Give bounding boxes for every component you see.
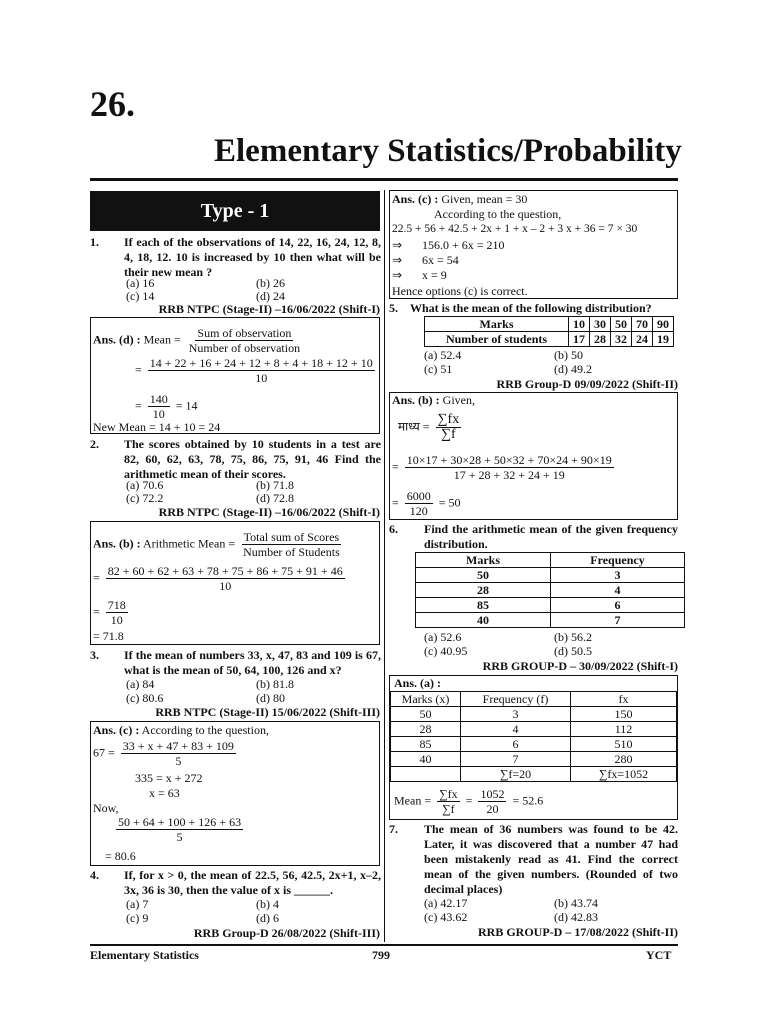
q1-new-mean: New Mean = 14 + 10 = 24 — [93, 420, 221, 434]
q5-answer-label: Ans. (b) : — [392, 393, 440, 407]
q3-fraction-1: $\frac{33 + x + 47 + 83 + 109}{5}$ — [122, 739, 234, 768]
q4-answer-label: Ans. (c) : — [392, 192, 439, 206]
implies-icon: ⇒ — [392, 238, 403, 252]
q2-fraction-3: $\frac{718}{10}$ — [107, 598, 126, 627]
q2-number: 2. — [90, 437, 99, 451]
table-row: 85 6 — [416, 598, 685, 613]
implies-icon: ⇒ — [392, 268, 403, 282]
q5-table — [424, 316, 674, 347]
q2-answer-box — [90, 521, 380, 645]
q1-option-b: (b) 26 — [256, 276, 285, 290]
q1-answer-line3: = $\frac{140}{10}$ = 14 — [135, 392, 198, 421]
title-rule — [90, 178, 678, 181]
q2-answer-line1: Ans. (b) : Arithmetic Mean = $\frac{\text{Total sum of Scores}}{\text{Number of Students}}$ — [93, 530, 340, 559]
q1-option-a: (a) 16 — [126, 276, 155, 290]
q5-students-row: Number of students 17 28 32 24 19 — [425, 332, 674, 347]
q3-text: If the mean of numbers 33, x, 47, 83 and 109 is 67, what is the mean of 50, 64, 100, 126 and x? — [124, 648, 381, 677]
q6-answer-label: Ans. (a) : — [394, 676, 441, 690]
q1-option-d: (d) 24 — [256, 289, 285, 303]
q7-text: The mean of 36 numbers was found to be 42. Later, it was discovered that a number 47 had been mistakenly read as 41. Find the correct mean of the given numbers. (Rounded of two decimal places) — [424, 822, 678, 896]
q6-text: Find the arithmetic mean of the given frequency distribution. — [424, 522, 678, 551]
q7-option-c: (c) 43.62 — [424, 910, 468, 924]
q7-option-b: (b) 43.74 — [554, 896, 598, 910]
q6-fraction-1: $\frac{\sum fx}{\sum f}$ — [439, 787, 458, 816]
q6-answer-table — [390, 691, 677, 782]
table-row: 50 3 — [416, 568, 685, 583]
q7-source: RRB GROUP-D – 17/08/2022 (Shift-II) — [478, 925, 678, 939]
q6-table — [415, 552, 685, 628]
q2-option-c: (c) 72.2 — [126, 491, 164, 505]
q2-option-d: (d) 72.8 — [256, 491, 294, 505]
q1-fraction-2: $\frac{14 + 22 + 16 + 24 + 12 + 8 + 4 + 18 + 12 + 10}{10}$ — [149, 356, 373, 385]
type-header: Type - 1 — [90, 191, 380, 231]
q6-sum-row: ∑f=20 ∑fx=1052 — [391, 767, 677, 782]
q6-number: 6. — [389, 522, 398, 536]
q3-source: RRB NTPC (Stage-II) 15/06/2022 (Shift-III) — [155, 705, 380, 719]
q1-mean-word: Mean = — [143, 332, 181, 347]
q3-answer-line1: Ans. (c) : According to the question, — [93, 723, 269, 737]
q4-text: If, for x > 0, the mean of 22.5, 56, 42.5, 2x+1, x–2, 3x, 36 is 30, then the value of x is ______. — [124, 868, 381, 897]
q3-number: 3. — [90, 648, 99, 662]
table-row: 50 3 150 — [391, 707, 677, 722]
q3-now: Now, — [93, 801, 119, 815]
footer-left: Elementary Statistics — [90, 948, 199, 962]
q3-eq4 — [113, 815, 246, 844]
table-row: 40 7 — [416, 613, 685, 628]
q6-answer-head: Marks (x) Frequency (f) fx — [391, 692, 677, 707]
q5-text: What is the mean of the following distribution? — [410, 301, 652, 315]
q4-answer-line1: Ans. (c) : Given, mean = 30 — [392, 192, 528, 206]
q4-option-a: (a) 7 — [126, 897, 149, 911]
q6-option-d: (d) 50.5 — [554, 644, 592, 658]
table-row: 28 4 112 — [391, 722, 677, 737]
q5-option-a: (a) 52.4 — [424, 348, 462, 362]
q1-fraction-1: $\frac{\text{Sum of observation}}{\text{Number of observation}}$ — [188, 326, 301, 355]
q1-answer-line2: = $\frac{14 + 22 + 16 + 24 + 12 + 8 + 4 + 18 + 12 + 10}{10}$ — [135, 356, 373, 385]
column-divider — [384, 190, 385, 942]
q6-fraction-2: $\frac{1052}{20}$ — [480, 787, 505, 816]
q7-option-a: (a) 42.17 — [424, 896, 468, 910]
q5-option-c: (c) 51 — [424, 362, 453, 376]
q6-option-c: (c) 40.95 — [424, 644, 468, 658]
q3-fraction-2: $\frac{50 + 64 + 100 + 126 + 63}{5}$ — [118, 815, 242, 844]
q2-result: = 71.8 — [93, 629, 124, 643]
q2-answer-label: Ans. (b) : — [93, 536, 141, 551]
q3-option-c: (c) 80.6 — [126, 691, 164, 705]
q6-option-b: (b) 56.2 — [554, 630, 592, 644]
q4-intro: According to the question, — [434, 207, 562, 221]
q6-source: RRB GROUP-D – 30/09/2022 (Shift-I) — [482, 659, 678, 673]
page-number: 799 — [372, 948, 390, 962]
q5-marks-row: Marks 10 30 50 70 90 — [425, 317, 674, 332]
q1-option-c: (c) 14 — [126, 289, 155, 303]
q5-answer-line2: माध्य = $\frac{\sum fx}{\sum f}$ — [398, 412, 460, 442]
q5-fraction-2: $\frac{10\times 17 + 30\times 28 + 50\times 32 + 70\times 24 + 90\times 19}{17 + 28 + 32 + 24 + 19}$ — [406, 453, 612, 482]
q3-answer-label: Ans. (c) : — [93, 723, 140, 737]
q5-fraction-1: $\frac{\sum fx}{\sum f}$ — [437, 412, 460, 442]
q2-option-a: (a) 70.6 — [126, 478, 164, 492]
q5-answer-line3: = $\frac{10\times 17 + 30\times 28 + 50\times 32 + 70\times 24 + 90\times 19}{17 + 28 + 32 + 24 + 19}$ — [392, 453, 612, 482]
q3-result: = 80.6 — [105, 849, 136, 863]
q4-answer-box — [389, 190, 678, 299]
q3-eq2: 335 = x + 272 — [135, 771, 203, 785]
q2-source: RRB NTPC (Stage-II) –16/06/2022 (Shift-I) — [158, 505, 380, 519]
q1-fraction-3: $\frac{140}{10}$ — [149, 392, 168, 421]
q3-answer-box — [90, 721, 380, 866]
q2-answer-line3: = $\frac{718}{10}$ — [93, 598, 126, 627]
q7-number: 7. — [389, 822, 398, 836]
table-row: 85 6 510 — [391, 737, 677, 752]
footer-right: YCT — [646, 948, 672, 962]
q3-eq1: 67 = $\frac{33 + x + 47 + 83 + 109}{5}$ — [93, 739, 234, 768]
q4-source: RRB Group-D 26/08/2022 (Shift-III) — [193, 926, 380, 940]
q2-option-b: (b) 71.8 — [256, 478, 294, 492]
q4-number: 4. — [90, 868, 99, 882]
q1-answer-line1 — [93, 326, 305, 355]
q5-option-d: (d) 49.2 — [554, 362, 592, 376]
implies-icon: ⇒ — [392, 253, 403, 267]
q3-option-b: (b) 81.8 — [256, 677, 294, 691]
q3-option-a: (a) 84 — [126, 677, 155, 691]
q1-number: 1. — [90, 235, 99, 249]
q4-eq1: 22.5 + 56 + 42.5 + 2x + 1 + x – 2 + 3 x + 36 = 7 × 30 — [392, 223, 638, 235]
q1-source: RRB NTPC (Stage-II) –16/06/2022 (Shift-I) — [158, 302, 380, 316]
q5-answer-box — [389, 392, 678, 520]
q2-answer-line2: = $\frac{82 + 60 + 62 + 63 + 78 + 75 + 86 + 75 + 91 + 46}{10}$ — [93, 564, 343, 593]
chapter-number: 26. — [90, 84, 135, 124]
q4-option-d: (d) 6 — [256, 911, 279, 925]
q5-fraction-3: $\frac{6000}{120}$ — [406, 489, 431, 518]
q3-eq3: x = 63 — [149, 786, 180, 800]
q1-text: If each of the observations of 14, 22, 16, 24, 12, 8, 4, 18, 12. 10 is increased by 10 then what will be their new mean ? — [124, 235, 381, 279]
q2-fraction-1: $\frac{\text{Total sum of Scores}}{\text{Number of Students}}$ — [243, 530, 340, 559]
q1-answer-label: Ans. (d) : — [93, 332, 141, 347]
q4-eq2-row: ⇒ 156.0 + 6x = 210 — [392, 238, 505, 252]
table-row: 40 7 280 — [391, 752, 677, 767]
chapter-title: Elementary Statistics/Probability — [214, 133, 682, 169]
table-row: 28 4 — [416, 583, 685, 598]
q3-option-d: (d) 80 — [256, 691, 285, 705]
q4-conclusion: Hence options (c) is correct. — [392, 284, 528, 298]
q2-text: The scores obtained by 10 students in a test are 82, 60, 62, 63, 78, 75, 86, 75, 91, 46 Find the arithmetic mean of their scores. — [124, 437, 381, 481]
q4-eq4-row: ⇒ x = 9 — [392, 268, 447, 282]
q4-option-c: (c) 9 — [126, 911, 149, 925]
q4-option-b: (b) 4 — [256, 897, 279, 911]
q5-answer-line1: Ans. (b) : Given, — [392, 393, 475, 407]
q4-eq3-row: ⇒ 6x = 54 — [392, 253, 459, 267]
q6-table-header: Marks Frequency — [416, 553, 685, 568]
footer-rule — [90, 944, 678, 946]
q2-fraction-2: $\frac{82 + 60 + 62 + 63 + 78 + 75 + 86 + 75 + 91 + 46}{10}$ — [107, 564, 343, 593]
q5-source: RRB Group-D 09/09/2022 (Shift-II) — [496, 377, 678, 391]
q7-option-d: (d) 42.83 — [554, 910, 598, 924]
q5-answer-line4: = $\frac{6000}{120}$ = 50 — [392, 489, 461, 518]
q5-number: 5. — [389, 301, 398, 315]
q6-mean-line: Mean = $\frac{\sum fx}{\sum f}$ = $\frac{1052}{20}$ = 52.6 — [394, 787, 544, 816]
q6-answer-box — [389, 675, 678, 820]
q1-answer-box — [90, 317, 380, 434]
q6-option-a: (a) 52.6 — [424, 630, 462, 644]
q5-option-b: (b) 50 — [554, 348, 583, 362]
